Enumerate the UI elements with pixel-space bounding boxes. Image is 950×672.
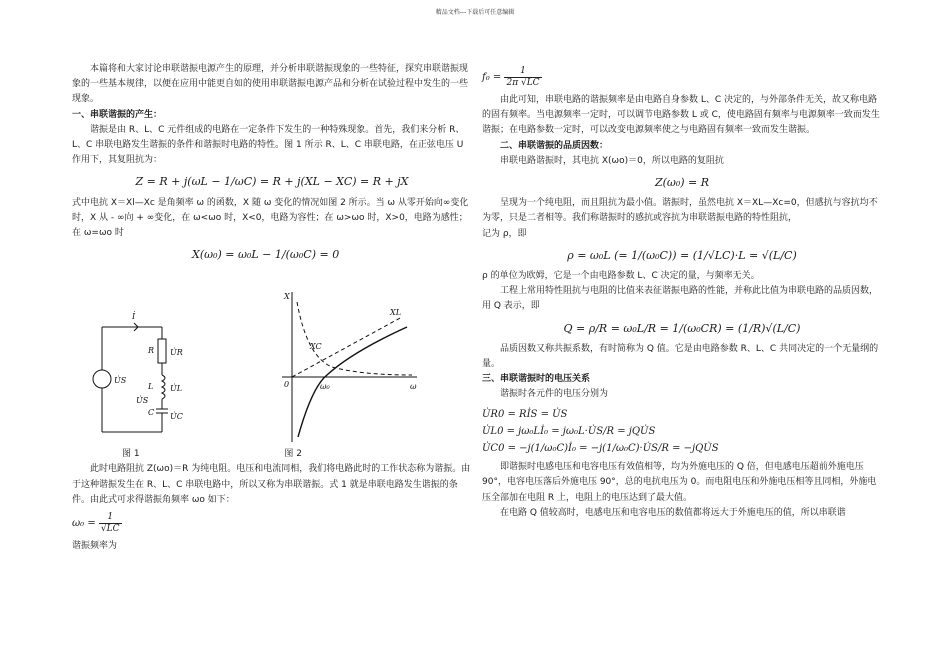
f0-lhs: f₀ = [482, 72, 502, 83]
section2-paragraph2: 呈现为一个纯电阻，而且阻抗为最小值。谐振时，虽然电抗 X＝XL—Xc=0，但感抗与容抗均不为零，只是二者相等。我们称谐振时的感抗或容抗为串联谐振电路的特性阻抗， [482, 198, 878, 224]
resistor-symbol [158, 339, 166, 363]
label-ur: U̇R [170, 348, 183, 358]
label-xc: XC [310, 342, 322, 352]
label-ul: U̇L [170, 384, 183, 394]
figure2-caption: 图 2 [284, 449, 302, 460]
section2-title: 二、串联谐振的品质因数： [500, 140, 609, 151]
figure1-caption: 图 1 [122, 449, 140, 460]
w0-numerator: 1 [99, 512, 122, 524]
source-symbol [93, 370, 111, 388]
f0-equation [482, 66, 882, 89]
intro-paragraph: 本篇将和大家讨论串联谐振电源产生的原理，并分析串联谐振现象的一些特征，探究串联谐振现象的一些基本规律，以便在应用中能更自如的使用串联谐振电源产品和分析在试验过程中发生的一些现象。 [72, 64, 469, 105]
section1-paragraph1: 谐振是由 R、L、C 元件组成的电路在一定条件下发生的一种特殊现象。首先，我们来分析 R、L、C 串联电路发生谐振的条件和谐振时电路的特性。图 1 所示 R、L、C 串联电路，在正弦电压 U 作用下，其复阻抗为： [72, 124, 465, 166]
frequency-intro: 谐振频率为 [72, 541, 118, 552]
section3-paragraph3: 在电路 Q 值较高时，电感电压和电容电压的数值都将远大于外施电压的值，所以串联谐 [500, 507, 846, 518]
section1-title: 一、串联谐振的产生： [72, 109, 163, 120]
figures [72, 247, 472, 447]
section2-paragraph1: 串联电路谐振时，其电抗 X(ωo)＝0，所以电路的复阻抗 [500, 155, 724, 166]
z-w0-equation: Z(ω₀) = R [654, 176, 710, 190]
rho-equation: ρ = ω₀L (= 1/(ω₀C)) = (1/√LC)·L = √(L/C) [567, 248, 797, 262]
section2-paragraph6: 品质因数又称共振系数，有时简称为 Q 值。它是由电路参数 R、L、C 共同决定的一个无量纲的量。 [482, 343, 879, 370]
ul-equation: U̇L0 = jω₀Lİ₀ = jω₀L·U̇S/R = jQU̇S [482, 425, 656, 437]
section1-paragraph2: 式中电抗 X＝Xl—Xc 是角频率 ω 的函数，X 随 ω 变化的情况如图 2 所示。当 ω 从零开始向∞变化时，X 从 - ∞向 + ∞变化，在 ω<ωo 时，X<0，电路为容性；在 ω>ωo 时，X>0，电路为感性；在 ω=ωo 时 [72, 197, 469, 239]
natural-frequency-paragraph: 由此可知，串联电路的谐振频率是由电路自身参数 L、C 决定的，与外部条件无关，故又称电路的固有频率。当电源频率一定时，可以调节电路参数 L 或 C，使电路固有频率与电源频率一致而发生谐振；在电路参数一定时，可以改变电源频率使之与电路固有频率一致而发生谐振。 [482, 95, 880, 136]
section3-paragraph1: 谐振时各元件的电压分别为 [500, 389, 609, 400]
page-header: 精品文档---下载后可任意编辑 [435, 9, 515, 16]
figures-svg [72, 247, 472, 447]
ur-equation: U̇R0 = RİS = U̇S [482, 408, 568, 420]
label-us: U̇S [136, 396, 149, 406]
w0-denominator: √LC [100, 524, 120, 535]
f0-fraction [504, 66, 541, 89]
impedance-equation: Z = R + j(ωL − 1/ωC) = R + j(XL − XC) = R + jX [135, 175, 409, 189]
w0-lhs: ω₀ = [72, 518, 96, 530]
section2-paragraph3: 记为 ρ，即 [482, 228, 527, 239]
section2-paragraph4: ρ 的单位为欧姆，它是一个由电路参数 L、C 决定的量，与频率无关。 [482, 271, 760, 282]
figure-captions [122, 447, 302, 462]
label-l: L [148, 382, 154, 392]
resonance-condition-equation: X(ω₀) = ω₀L − 1/(ω₀C) = 0 [192, 248, 340, 262]
right-column [482, 62, 882, 521]
circuit-diagram [93, 323, 168, 432]
label-w0: ω₀ [320, 382, 330, 392]
paragraph-after-figures: 此时电路阻抗 Z(ωo)＝R 为纯电阻。电压和电流同相，我们将电路此时的工作状态称为谐振。由于这种谐振发生在 R、L、C 串联电路中，所以又称为串联谐振。式 1 就是串联电路发生谐振的条件。由此式可求得谐振角频率 ωo 如下： [72, 464, 471, 505]
f0-numerator: 1 [504, 66, 541, 78]
inductor-symbol [162, 375, 165, 399]
uc-equation: U̇C0 = −j(1/ω₀C)İ₀ = −j(1/ω₀C)·U̇S/R = −jQU̇S [482, 443, 719, 455]
label-xl: XL [390, 308, 402, 318]
w0-fraction [99, 512, 122, 535]
label-origin: 0 [284, 380, 290, 390]
section2-paragraph5: 工程上常用特性阻抗与电阻的比值来表征谐振电路的性能，并称此比值为串联电路的品质因数，用 Q 表示，即 [482, 286, 879, 312]
label-current: İ [132, 312, 136, 322]
section3-title: 三、串联谐振时的电压关系 [482, 374, 591, 385]
label-uc: U̇C [170, 412, 183, 422]
q-equation: Q = ρ/R = ω₀L/R = 1/(ω₀CR) = (1/R)√(L/C) [563, 321, 801, 335]
label-x: X [284, 292, 290, 302]
w0-equation [72, 512, 472, 535]
left-column [72, 62, 472, 554]
f0-denominator: 2π √LC [506, 78, 540, 88]
label-r: R [148, 346, 155, 356]
section3-paragraph2: 即谐振时电感电压和电容电压有效值相等，均为外施电压的 Q 倍，但电感电压超前外施电压 90°，电容电压落后外施电压 90°，总的电抗电压为 0。而电阻电压和外施电压相等且同相，外施电压全部加在电阻 R 上，电阻上的电压达到了最大值。 [482, 462, 877, 503]
xl-line [292, 317, 402, 377]
label-w: ω [410, 382, 417, 392]
label-us-source: U̇S [114, 376, 127, 386]
label-c: C [148, 408, 155, 418]
voltage-equations [482, 407, 882, 457]
